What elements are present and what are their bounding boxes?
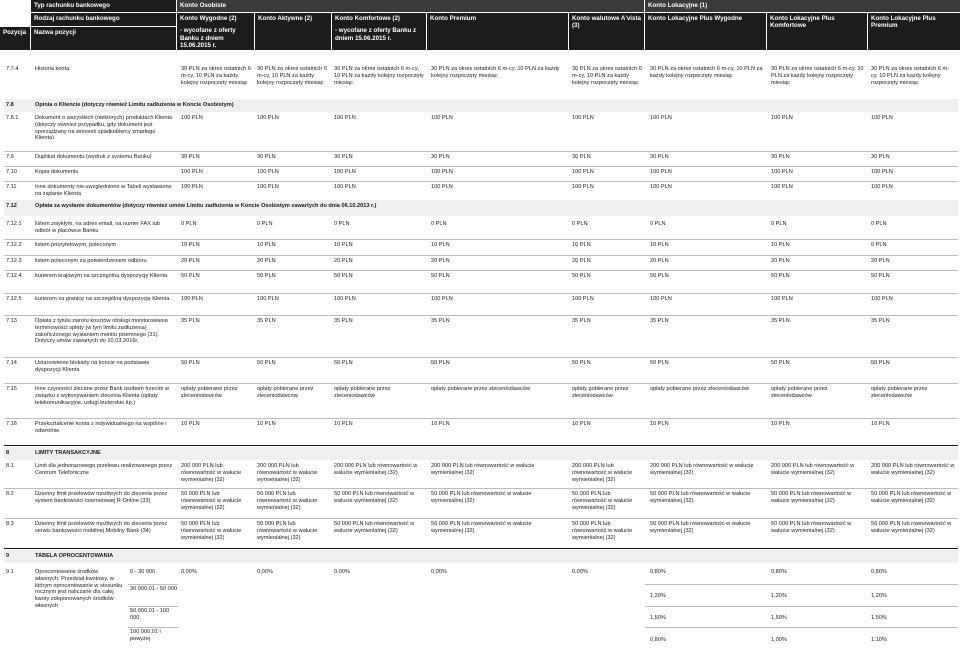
row-description: Opłata z tytułu zwrotu kosztów obsługi monitorowania terminowości spłaty (w tym limitu zadłużenia) zakończonego wysłaniem monitu pisemnego (31). Dotyczy umów zawartych do 10.03.2016r. (35, 318, 168, 345)
fee-cell-col-2: 10 PLN (257, 242, 276, 248)
table-row (0, 419, 960, 444)
fee-cell-col-6: 10 PLN (650, 242, 669, 248)
fee-cell-col-3: 100 PLN (334, 169, 356, 175)
fee-cell-col-2: 50 000 PLN lub równowartość w walucie wymienialnej (32) (257, 491, 318, 511)
fee-cell-col-5: 50 000 PLN lub równowartość w walucie wymienialnej (32) (572, 521, 633, 541)
fee-cell-col-6: 20 PLN (650, 258, 669, 264)
row-number: 7.12.3 (6, 258, 22, 264)
interest-rate-col-5: 0,00% (572, 569, 588, 575)
fee-cell-col-8: 100 PLN (871, 296, 893, 302)
fee-cell-col-3: 30 PLN za okres ostatnich 6 m-cy, 10 PLN za każdy kolejny rozpoczęty miesiąc (334, 66, 424, 86)
interest-rate-col-8: 0,80% (871, 569, 887, 575)
fee-cell-col-8: 50 000 PLN lub równowartość w walucie wymienialnej (32) (871, 491, 952, 504)
fee-cell-col-2: 50 000 PLN lub równowartość w walucie wymienialnej (32) (257, 521, 318, 541)
row-description: LIMITY TRANSAKCYJNE (35, 450, 101, 456)
fee-cell-col-1: 50 PLN (181, 360, 200, 366)
table-row (0, 519, 960, 548)
tier-divider (128, 584, 178, 585)
interest-rate-col-4: 0,00% (431, 569, 447, 575)
fee-cell-col-4: 20 PLN (431, 258, 450, 264)
interest-rate-col-6: 1,50% (650, 615, 666, 621)
table-row (0, 316, 960, 357)
interest-tier-row (0, 606, 960, 627)
fee-cell-col-6: 30 PLN za okres ostatnich 6 m-cy, 10 PLN za każdy kolejny rozpoczęty miesiąc (650, 66, 763, 79)
fee-cell-col-7: 35 PLN (771, 318, 790, 324)
row-number: 7.12 (6, 203, 17, 209)
row-description: Kopia dokumentu (35, 169, 79, 175)
fee-cell-col-6: 50 PLN (650, 273, 669, 279)
table-header (0, 0, 960, 50)
fee-cell-col-8: 0 PLN (871, 221, 887, 227)
fee-cell-col-6: 100 PLN (650, 115, 672, 121)
fee-cell-col-8: opłaty pobierane przez zleceniodawców (871, 386, 928, 399)
header-col-5 (569, 13, 644, 50)
fee-cell-col-6: 100 PLN (650, 296, 672, 302)
fee-cell-col-5: 0 PLN (572, 221, 588, 227)
fee-cell-col-5: 10 PLN (572, 421, 591, 427)
row-number: 8.2 (6, 491, 14, 497)
fee-cell-col-3: 50 PLN (334, 360, 353, 366)
interest-rate-col-6: 1,20% (650, 593, 666, 599)
row-number: 7.12.5 (6, 296, 22, 302)
row-description: Opłata za wysłanie dokumentów (dotyczy również umów Limitu zadłużenia w Koncie Osobistym zawartych do dnia 06.10.2013 r.) (35, 203, 377, 209)
header-osobiste-group: Konto Osobiste (177, 0, 644, 12)
fee-cell-col-4: 100 PLN (431, 184, 453, 190)
header-col-1 (177, 13, 254, 50)
fee-cell-col-8: 30 PLN (871, 154, 890, 160)
fee-cell-col-4: 50 000 PLN lub równowartość w walucie wymienialnej (32) (431, 491, 532, 504)
fee-cell-col-8: 30 PLN za okres ostatnich 6 m-cy, 10 PLN za każdy kolejny rozpoczęty miesiąc (871, 66, 950, 86)
fee-cell-col-7: 20 PLN (771, 258, 790, 264)
fee-cell-col-2: 100 PLN (257, 115, 279, 121)
fee-cell-col-5: 50 PLN (572, 360, 591, 366)
header-item-name: Nazwa pozycji (31, 27, 176, 50)
row-description: TABELA OPROCENTOWANIA (35, 553, 114, 559)
interest-rate-col-1: 0,00% (181, 569, 197, 575)
table-row (0, 64, 960, 100)
row-number: 7.11 (6, 184, 17, 190)
fee-cell-col-3: 50 000 PLN lub równowartość w walucie wymienialnej (32) (334, 491, 415, 504)
fee-cell-col-7: 10 PLN (771, 421, 790, 427)
row-number: 7.15 (6, 386, 17, 392)
fee-cell-col-1: 10 PLN (181, 421, 200, 427)
interest-rate-col-7: 1,00% (771, 637, 787, 643)
fee-cell-col-7: 100 PLN (771, 115, 793, 121)
header-col-8 (868, 13, 960, 50)
header-type-label: Typ rachunku bankowego (31, 0, 176, 12)
fee-cell-col-4: 50 PLN (431, 360, 450, 366)
section-divider (4, 445, 958, 446)
fee-cell-col-6: 200 000 PLN lub równowartość w walucie wymienialnej (32) (650, 463, 754, 476)
row-description: Przekształcenie konta z indywidualnego na wspólne i odwrotnie (35, 421, 167, 434)
header-col-6 (645, 13, 766, 50)
fee-cell-col-4: 0 PLN (431, 221, 447, 227)
fee-cell-col-1: 50 000 PLN lub równowartość w walucie wymienialnej (32) (181, 521, 242, 541)
interest-rate-col-3: 0,00% (334, 569, 350, 575)
fee-cell-col-4: 30 PLN (431, 154, 450, 160)
section-row (0, 201, 960, 216)
fee-cell-col-4: 30 PLN za okres ostatnich 6 m-cy, 10 PLN za każdy kolejny rozpoczęty miesiąc (431, 66, 560, 79)
table-row (0, 219, 960, 239)
header-col-3-label: Konto Komfortowe (2) (335, 15, 400, 22)
interest-tier-range: 0 - 30 000 (130, 569, 156, 575)
row-number: 8.3 (6, 521, 14, 527)
fee-cell-col-1: 200 000 PLN lub równowartość w walucie wymienialnej (32) (181, 463, 242, 483)
fee-cell-col-5: 50 PLN (572, 273, 591, 279)
fee-cell-col-1: 35 PLN (181, 318, 200, 324)
fee-cell-col-4: 100 PLN (431, 115, 453, 121)
row-description: Historia konta (35, 66, 70, 72)
row-number: 7.13 (6, 318, 17, 324)
fee-cell-col-7: 30 PLN za okres ostatnich 6 m-cy, 10 PLN za każdy kolejny rozpoczęty miesiąc (771, 66, 864, 86)
fee-cell-col-7: 100 PLN (771, 184, 793, 190)
fee-cell-col-3: 200 000 PLN lub równowartość w walucie wymienialnej (32) (334, 463, 418, 476)
row-description: Ustanowienie blokady na koncie na podstawie dyspozycji Klienta (35, 360, 150, 373)
fee-cell-col-3: 50 PLN (334, 273, 353, 279)
row-description: Oprocentowanie środków własnych. Przedział kwotowy, w którym oprocentowanie w stosunku rocznym jest naliczane dla całej kwoty zdeponowanych środków własnych (35, 569, 123, 610)
fee-cell-col-6: 0 PLN (650, 221, 666, 227)
fee-cell-col-6: 30 PLN (650, 154, 669, 160)
fee-cell-col-8: 50 PLN (871, 273, 890, 279)
tier-divider (128, 606, 178, 607)
row-description: listem poleconym za potwierdzeniem odbioru (35, 258, 147, 264)
fee-cell-col-6: 50 PLN (650, 360, 669, 366)
table-row (0, 384, 960, 418)
interest-rate-col-7: 0,80% (771, 569, 787, 575)
fee-cell-col-2: 20 PLN (257, 258, 276, 264)
header-position: Pozycja (0, 27, 30, 50)
row-description: Duplikat dokumentu (wydruk z systemu Banku) (35, 154, 152, 160)
interest-tier-row (0, 567, 960, 584)
row-number: 9.1 (6, 569, 14, 575)
fee-cell-col-5: 10 PLN (572, 242, 591, 248)
header-col-7 (767, 13, 867, 50)
fee-cell-col-1: 30 PLN za okres ostatnich 6 m-cy, 10 PLN za każdy kolejny rozpoczęty miesiąc (181, 66, 251, 86)
row-number: 7.14 (6, 360, 17, 366)
fee-cell-col-6: 100 PLN (650, 169, 672, 175)
header-col-2 (255, 13, 331, 50)
fee-cell-col-4: 100 PLN (431, 296, 453, 302)
header-col-4-label: Konto Premium (430, 15, 477, 22)
interest-rate-col-7: 1,20% (771, 593, 787, 599)
fee-cell-col-2: 200 000 PLN lub równowartość w walucie wymienialnej (32) (257, 463, 318, 483)
interest-rate-col-2: 0,00% (257, 569, 273, 575)
fee-cell-col-7: 30 PLN (771, 154, 790, 160)
fee-cell-col-7: 0 PLN (771, 221, 787, 227)
row-number: 7.12.4 (6, 273, 22, 279)
table-row (0, 152, 960, 166)
fee-cell-col-8: 35 PLN (871, 318, 890, 324)
fee-cell-col-3: 30 PLN (334, 154, 353, 160)
interest-tier-range: 50 000,01 - 100 000 (130, 608, 170, 621)
fee-cell-col-2: 100 PLN (257, 296, 279, 302)
fee-cell-col-7: 50 000 PLN lub równowartość w walucie wymienialnej (32) (771, 521, 852, 534)
row-number: 7.9 (6, 154, 14, 160)
table-row (0, 113, 960, 151)
row-number: 7.10 (6, 169, 17, 175)
table-row (0, 167, 960, 181)
table-row (0, 240, 960, 255)
section-divider (4, 548, 958, 549)
fee-cell-col-4: 50 000 PLN lub równowartość w walucie wymienialnej (32) (431, 521, 532, 534)
fee-cell-col-4: 50 PLN (431, 273, 450, 279)
fee-cell-col-3: 100 PLN (334, 115, 356, 121)
fee-cell-col-5: 30 PLN za okres ostatnich 6 m-cy, 10 PLN za każdy kolejny rozpoczęty miesiąc (572, 66, 642, 86)
fee-cell-col-5: 20 PLN (572, 258, 591, 264)
fee-cell-col-5: 100 PLN (572, 184, 594, 190)
fee-cell-col-3: 50 000 PLN lub równowartość w walucie wymienialnej (32) (334, 521, 415, 534)
fee-cell-col-8: 20 PLN (871, 258, 890, 264)
row-description: Limit dla jednorazowego przelewu realizowanego przez Centrum Telefoniczne (35, 463, 173, 476)
fee-cell-col-7: 100 PLN (771, 296, 793, 302)
row-description: listem zwykłym, na adres email, na numer FAX lub odbiór w placówce Banku (35, 221, 160, 234)
fee-cell-col-1: 50 000 PLN lub równowartość w walucie wymienialnej (32) (181, 491, 242, 511)
fee-cell-col-2: 35 PLN (257, 318, 276, 324)
fee-cell-col-3: 100 PLN (334, 296, 356, 302)
row-description: kurierem krajowym na szczególną dyspozycję Klienta (35, 273, 168, 279)
fee-cell-col-2: 30 PLN za okres ostatnich 6 m-cy, 10 PLN za każdy kolejny rozpoczęty miesiąc (257, 66, 327, 86)
table-row (0, 271, 960, 293)
fee-cell-col-1: 100 PLN (181, 296, 203, 302)
fee-cell-col-4: 10 PLN (431, 421, 450, 427)
fee-cell-col-8: 50 000 PLN lub równowartość w walucie wymienialnej (32) (871, 521, 952, 534)
fee-cell-col-2: 50 PLN (257, 273, 276, 279)
fee-cell-col-5: 200 000 PLN lub równowartość w walucie wymienialnej (32) (572, 463, 633, 483)
fee-cell-col-6: 100 PLN (650, 184, 672, 190)
row-number: 7.12.2 (6, 242, 22, 248)
fee-cell-col-5: 30 PLN (572, 154, 591, 160)
row-number: 7.12.1 (6, 221, 22, 227)
row-description: Inne dokumenty nie uwzględnione w Tabeli wystawione na żądanie Klienta (35, 184, 172, 197)
fee-cell-col-8: 10 PLN (871, 421, 890, 427)
interest-rate-col-8: 1,20% (871, 593, 887, 599)
fee-cell-col-5: opłaty pobierane przez zleceniodawców (572, 386, 629, 399)
header-col-3-note: - wycofane z oferty Banku z dniem 15.06.2015 r. (335, 27, 417, 42)
section-row (0, 551, 960, 563)
interest-tier-range: 100 000,01 i powyżej (130, 629, 161, 642)
fee-cell-col-5: 100 PLN (572, 115, 594, 121)
fee-cell-col-1: 100 PLN (181, 184, 203, 190)
fee-cell-col-2: 0 PLN (257, 221, 273, 227)
tier-divider (128, 627, 178, 628)
row-number: 7.16 (6, 421, 17, 427)
fee-cell-col-6: 50 000 PLN lub równowartość w walucie wymienialnej (32) (650, 491, 751, 504)
fee-cell-col-5: 50 000 PLN lub równowartość w walucie wymienialnej (32) (572, 491, 633, 511)
fee-cell-col-3: 10 PLN (334, 242, 353, 248)
fee-cell-col-7: 50 PLN (771, 273, 790, 279)
fee-cell-col-3: 10 PLN (334, 421, 353, 427)
interest-tier-row (0, 627, 960, 651)
fee-cell-col-7: 10 PLN (771, 242, 790, 248)
fee-cell-col-1: 100 PLN (181, 115, 203, 121)
fee-cell-col-2: 100 PLN (257, 169, 279, 175)
interest-tier-range: 30 000,01 - 50 000 (130, 586, 177, 592)
header-col-5-label: Konto walutowe A'vista (3) (572, 15, 641, 30)
header-col-6-label: Konto Lokacyjne Plus Wygodne (648, 15, 743, 22)
interest-rate-col-8: 1,10% (871, 637, 887, 643)
fee-cell-col-2: opłaty pobierane przez zleceniodawców (257, 386, 314, 399)
table-row (0, 461, 960, 488)
fee-cell-col-3: 0 PLN (334, 221, 350, 227)
fee-cell-col-5: 100 PLN (572, 169, 594, 175)
row-number: 7.7.4 (6, 66, 19, 72)
rate-divider (645, 627, 958, 628)
interest-rate-col-8: 1,50% (871, 615, 887, 621)
row-description: Inne czynności zlecane przez Bank osobom trzecim w związku z wykonywaniem zlecenia Klienta (opłaty telekomunikacyjne, usługi kurierskie itp.) (35, 386, 169, 406)
row-description: kurierem za granicę na szczególną dyspozycję Klienta (35, 296, 170, 302)
interest-rate-col-7: 1,50% (771, 615, 787, 621)
fee-cell-col-6: opłaty pobierane przez zleceniodawców (650, 386, 749, 392)
fee-cell-col-3: opłaty pobierane przez zleceniodawców (334, 386, 391, 399)
section-row (0, 448, 960, 460)
fee-cell-col-8: 0 PLN (871, 242, 887, 248)
header-col-3 (332, 13, 426, 50)
header-kind-label: Rodzaj rachunku bankowego (31, 13, 176, 26)
fee-cell-col-1: 30 PLN (181, 154, 200, 160)
table-row (0, 358, 960, 383)
fee-cell-col-5: 35 PLN (572, 318, 591, 324)
row-number: 8.1 (6, 463, 14, 469)
row-description: Dzienny limit przelewów możliwych do zlecenia przez system bankowości internetowej R-Online (33) (35, 491, 168, 504)
section-row (0, 100, 960, 112)
fee-cell-col-8: 50 PLN (871, 360, 890, 366)
row-description: Dokument o wszystkich (niektórych) produktach Klienta (dotyczy również przypadku, gdy dokument jest sporządzany na wniosek spadkobiercy zmarłego Klienta) (35, 115, 173, 142)
fee-cell-col-4: 10 PLN (431, 242, 450, 248)
fee-cell-col-7: 200 000 PLN lub równowartość w walucie wymienialnej (32) (771, 463, 855, 476)
row-number: 7.8.1 (6, 115, 19, 121)
fee-cell-col-1: 0 PLN (181, 221, 197, 227)
header-col-1-label: Konto Wygodne (2) (180, 15, 237, 22)
fee-cell-col-3: 100 PLN (334, 184, 356, 190)
fee-cell-col-4: 35 PLN (431, 318, 450, 324)
header-lokacyjne-group: Konto Lokacyjne (1) (645, 0, 960, 12)
row-description: Dzienny limit przelewów możliwych do zlecenia przez serwis bankowości mobilnej Mobilny Bank (34) (35, 521, 168, 534)
header-col-7-label: Konto Lokacyjne Plus Komfortowe (770, 15, 835, 30)
interest-rate-col-6: 0,80% (650, 569, 666, 575)
row-description: Opinia o Kliencie (dotyczy również Limitu zadłużenia w Koncie Osobistym) (35, 102, 234, 108)
row-description: listem priorytetowym, poleconym (35, 242, 117, 248)
fee-cell-col-4: 200 000 PLN lub równowartość w walucie wymienialnej (32) (431, 463, 535, 476)
table-row (0, 256, 960, 270)
header-col-1-note: - wycofane z oferty Banku z dniem 15.06.2015 r. (180, 27, 236, 50)
header-col-8-label: Konto Lokacyjne Plus Premium (871, 15, 936, 30)
fee-cell-col-1: 10 PLN (181, 242, 200, 248)
fee-cell-col-7: 50 000 PLN lub równowartość w walucie wymienialnej (32) (771, 491, 852, 504)
fee-cell-col-4: 100 PLN (431, 169, 453, 175)
rate-divider (645, 584, 958, 585)
fee-cell-col-8: 200 000 PLN lub równowartość w walucie wymienialnej (32) (871, 463, 955, 476)
fee-cell-col-6: 35 PLN (650, 318, 669, 324)
fee-cell-col-3: 35 PLN (334, 318, 353, 324)
fee-cell-col-6: 10 PLN (650, 421, 669, 427)
table-row (0, 294, 960, 315)
fee-cell-col-4: opłaty pobierane przez zleceniodawców (431, 386, 530, 392)
fee-cell-col-7: 50 PLN (771, 360, 790, 366)
fee-cell-col-3: 20 PLN (334, 258, 353, 264)
fee-cell-col-2: 100 PLN (257, 184, 279, 190)
fee-cell-col-6: 50 000 PLN lub równowartość w walucie wymienialnej (32) (650, 521, 751, 534)
fee-cell-col-7: 100 PLN (771, 169, 793, 175)
row-number: 9 (6, 553, 10, 559)
fee-cell-col-1: 100 PLN (181, 169, 203, 175)
fee-cell-col-8: 100 PLN (871, 184, 893, 190)
table-row (0, 182, 960, 200)
rate-divider (645, 606, 958, 607)
interest-tier-row (0, 584, 960, 606)
interest-rate-col-6: 0,80% (650, 637, 666, 643)
fee-cell-col-8: 100 PLN (871, 169, 893, 175)
header-col-2-label: Konto Aktywne (2) (258, 15, 313, 22)
row-number: 8 (6, 450, 10, 456)
row-number: 7.8 (6, 102, 14, 108)
fee-cell-col-1: 20 PLN (181, 258, 200, 264)
fee-cell-col-7: opłaty pobierane przez zleceniodawców (771, 386, 828, 399)
header-col-4 (427, 13, 568, 50)
fee-cell-col-2: 50 PLN (257, 360, 276, 366)
fee-cell-col-1: 50 PLN (181, 273, 200, 279)
fee-cell-col-2: 30 PLN (257, 154, 276, 160)
fee-cell-col-5: 100 PLN (572, 296, 594, 302)
fee-cell-col-2: 10 PLN (257, 421, 276, 427)
fee-cell-col-1: opłaty pobierane przez zleceniodawców (181, 386, 238, 399)
fee-cell-col-8: 100 PLN (871, 115, 893, 121)
table-row (0, 489, 960, 518)
